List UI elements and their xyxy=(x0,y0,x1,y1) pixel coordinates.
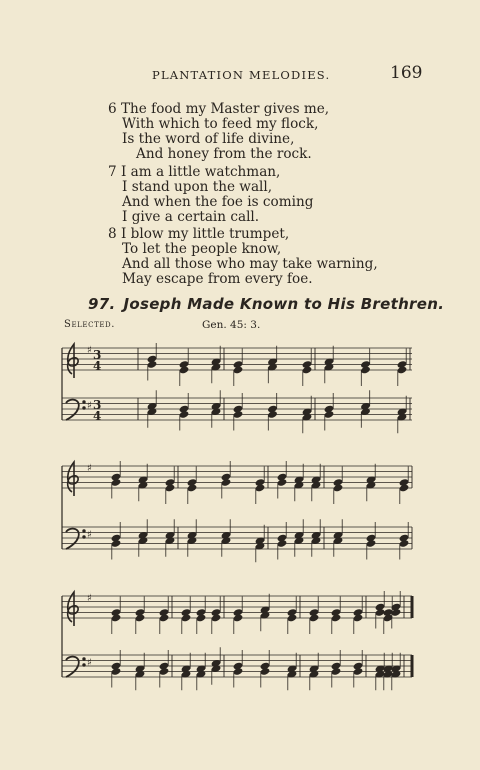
note-head xyxy=(353,667,364,676)
hymn-source: Selected. xyxy=(64,319,116,330)
note-head xyxy=(187,484,198,493)
note-head xyxy=(147,360,158,369)
note-head xyxy=(399,539,410,548)
note-head xyxy=(360,366,371,375)
note-head xyxy=(277,478,288,487)
note-head xyxy=(324,410,335,419)
verse-line: I give a certain call. xyxy=(122,209,260,225)
note-head xyxy=(111,614,122,623)
note-head xyxy=(179,410,190,419)
verse-line: I stand upon the wall, xyxy=(122,179,273,195)
hymn-title: Joseph Made Known to His Brethren. xyxy=(123,295,445,313)
note-head xyxy=(233,667,244,676)
time-signature-bottom: 4 xyxy=(93,409,102,423)
verse-line: With which to feed my flock, xyxy=(122,116,319,132)
note-head xyxy=(399,484,410,493)
note-head xyxy=(135,614,146,623)
verse-line: To let the people know, xyxy=(122,241,282,257)
music-system xyxy=(62,461,412,562)
note-head xyxy=(260,667,271,676)
verse-line: And all those who may take warning, xyxy=(122,256,378,272)
note-head xyxy=(159,667,170,676)
verse-line: And when the foe is coming xyxy=(122,194,314,210)
time-signature-top: 3 xyxy=(93,348,102,362)
sharp-icon: ♯ xyxy=(87,463,92,474)
hymn-number: 97. xyxy=(88,295,116,313)
note-head xyxy=(353,614,364,623)
note-head xyxy=(233,410,244,419)
note-head xyxy=(287,614,298,623)
music-system xyxy=(62,591,412,690)
note-head xyxy=(267,410,278,419)
page-number: 169 xyxy=(390,63,423,83)
note-head xyxy=(331,614,342,623)
note-head xyxy=(111,667,122,676)
treble-clef-icon xyxy=(68,592,79,626)
verse-line: And honey from the rock. xyxy=(136,146,312,162)
verse-line: 6 The food my Master gives me, xyxy=(108,101,330,117)
note-head xyxy=(397,366,408,375)
verse-line: Is the word of life divine, xyxy=(122,131,295,147)
note-head xyxy=(302,366,313,375)
music-system xyxy=(62,343,412,433)
treble-clef-icon xyxy=(68,462,79,496)
bass-clef-icon xyxy=(66,657,85,677)
sharp-icon: ♯ xyxy=(87,657,92,669)
bass-clef-icon xyxy=(66,529,85,549)
note-head xyxy=(181,614,192,623)
note-head xyxy=(309,614,320,623)
note-head xyxy=(233,614,244,623)
note-head xyxy=(111,478,122,487)
note-head xyxy=(165,484,176,493)
note-head xyxy=(366,539,377,548)
treble-clef-icon xyxy=(68,344,79,378)
note-head xyxy=(211,614,222,623)
note-head xyxy=(233,366,244,375)
note-head xyxy=(159,614,170,623)
running-title: PLANTATION MELODIES. xyxy=(152,68,331,82)
time-signature-bottom: 4 xyxy=(93,359,102,373)
sharp-icon: ♯ xyxy=(87,345,92,356)
note-head xyxy=(331,667,342,676)
note-head xyxy=(196,614,207,623)
sharp-icon: ♯ xyxy=(87,529,92,541)
verse-line: 7 I am a little watchman, xyxy=(108,164,281,180)
sharp-icon: ♯ xyxy=(87,400,92,412)
note-head xyxy=(179,366,190,375)
time-signature-top: 3 xyxy=(93,398,102,412)
note-head xyxy=(255,484,266,493)
verse-line: 8 I blow my little trumpet, xyxy=(108,226,290,242)
note-head xyxy=(111,539,122,548)
bass-clef-icon xyxy=(66,400,85,420)
sharp-icon: ♯ xyxy=(87,593,92,604)
note-head xyxy=(277,539,288,548)
scripture-reference: Gen. 45: 3. xyxy=(202,319,261,331)
verse-line: May escape from every foe. xyxy=(122,271,313,287)
note-head xyxy=(333,484,344,493)
note-head xyxy=(221,478,232,487)
